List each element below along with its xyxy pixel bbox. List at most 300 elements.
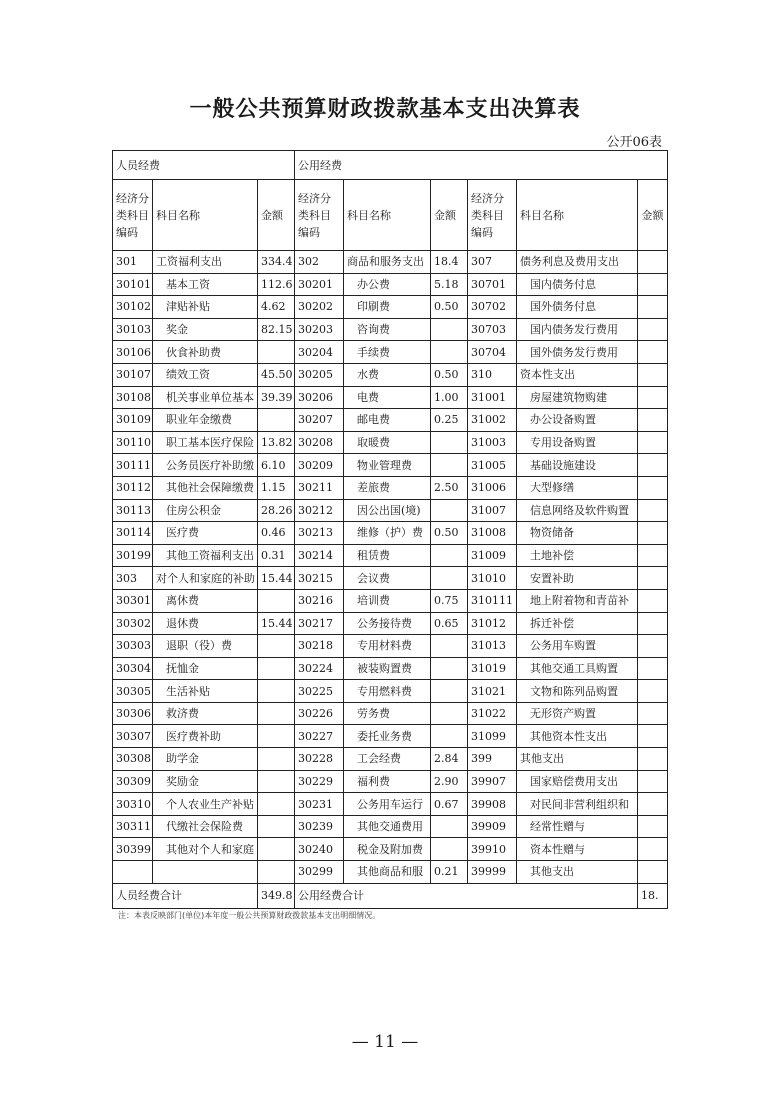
- personnel-amount-cell: [258, 680, 295, 703]
- table-row: [113, 861, 668, 884]
- personnel-amount-cell: 45.50: [258, 363, 295, 386]
- public2-code-cell: 31010: [468, 567, 517, 590]
- personnel-amount-cell: 6.10: [258, 454, 295, 477]
- table-row: [113, 657, 668, 680]
- public-name-cell: 咨询费: [344, 318, 431, 341]
- public-code-cell: 30211: [295, 476, 344, 499]
- personnel-amount-cell: [258, 725, 295, 748]
- public2-name-cell: 土地补偿: [517, 544, 638, 567]
- public-name-cell: 租赁费: [344, 544, 431, 567]
- totals-row: [113, 883, 668, 908]
- public2-code-cell: 31002: [468, 409, 517, 432]
- public2-amount-cell: [638, 838, 668, 861]
- public2-code-cell: 31021: [468, 680, 517, 703]
- public-code-cell: 30213: [295, 522, 344, 545]
- personnel-code-cell: 30106: [113, 341, 153, 364]
- column-header-row: [113, 180, 668, 251]
- public2-amount-cell: [638, 409, 668, 432]
- table-row: [113, 680, 668, 703]
- public-total-value: 18.: [638, 883, 668, 908]
- personnel-code-cell: 30111: [113, 454, 153, 477]
- public-amount-cell: [431, 341, 468, 364]
- public-code-cell: 30212: [295, 499, 344, 522]
- personnel-name-cell: 离休费: [153, 589, 258, 612]
- public-code-cell: 30201: [295, 273, 344, 296]
- personnel-name-cell: 对个人和家庭的补助: [153, 567, 258, 590]
- table-row: [113, 702, 668, 725]
- public2-name-cell: 其他支出: [517, 861, 638, 884]
- public2-amount-cell: [638, 702, 668, 725]
- personnel-name-cell: 绩效工资: [153, 363, 258, 386]
- public-code-cell: 30214: [295, 544, 344, 567]
- public2-amount-cell: [638, 815, 668, 838]
- table-number: 公开06表: [606, 135, 662, 150]
- personnel-amount-cell: [258, 793, 295, 816]
- public-code-cell: 302: [295, 251, 344, 274]
- personnel-amount-cell: [258, 657, 295, 680]
- public-amount-cell: 2.90: [431, 770, 468, 793]
- personnel-amount-cell: [258, 770, 295, 793]
- public2-name-cell: 专用设备购置: [517, 431, 638, 454]
- public2-code-cell: 31001: [468, 386, 517, 409]
- personnel-code-cell: 30107: [113, 363, 153, 386]
- table-row: [113, 499, 668, 522]
- public2-amount-cell: [638, 770, 668, 793]
- public2-amount-cell: [638, 589, 668, 612]
- public-amount-cell: 18.4: [431, 251, 468, 274]
- public-name-cell: 取暖费: [344, 431, 431, 454]
- public-name-cell: 劳务费: [344, 702, 431, 725]
- public2-amount-cell: [638, 431, 668, 454]
- personnel-name-cell: 工资福利支出: [153, 251, 258, 274]
- section-personnel: 人员经费: [113, 151, 295, 180]
- section-header-row: [113, 151, 668, 180]
- public-code-cell: 30240: [295, 838, 344, 861]
- public2-name-cell: 其他支出: [517, 748, 638, 771]
- public-code-cell: 30226: [295, 702, 344, 725]
- personnel-code-cell: 30399: [113, 838, 153, 861]
- personnel-name-cell: 津贴补贴: [153, 296, 258, 319]
- public-amount-cell: 0.65: [431, 612, 468, 635]
- personnel-code-cell: 30199: [113, 544, 153, 567]
- table-row: [113, 748, 668, 771]
- personnel-name-cell: 抚恤金: [153, 657, 258, 680]
- expenditure-table: [112, 150, 668, 909]
- personnel-code-cell: 30113: [113, 499, 153, 522]
- public2-name-cell: 房屋建筑物购建: [517, 386, 638, 409]
- personnel-name-cell: 住房公积金: [153, 499, 258, 522]
- personnel-amount-cell: 15.44: [258, 612, 295, 635]
- header-h-name: 科目名称: [517, 180, 638, 251]
- public-code-cell: 30231: [295, 793, 344, 816]
- public2-code-cell: 31007: [468, 499, 517, 522]
- public2-name-cell: 安置补助: [517, 567, 638, 590]
- table-row: [113, 838, 668, 861]
- table-row: [113, 522, 668, 545]
- table-row: [113, 318, 668, 341]
- public2-name-cell: 无形资产购置: [517, 702, 638, 725]
- personnel-code-cell: 30309: [113, 770, 153, 793]
- public2-code-cell: 31009: [468, 544, 517, 567]
- public-amount-cell: 0.50: [431, 522, 468, 545]
- table-row: [113, 363, 668, 386]
- personnel-code-cell: 30101: [113, 273, 153, 296]
- public2-name-cell: 文物和陈列品购置: [517, 680, 638, 703]
- table-row: [113, 589, 668, 612]
- table-row: [113, 544, 668, 567]
- public-amount-cell: [431, 544, 468, 567]
- public2-name-cell: 债务利息及费用支出: [517, 251, 638, 274]
- public2-name-cell: 国内债务发行费用: [517, 318, 638, 341]
- table-row: [113, 386, 668, 409]
- public-code-cell: 30202: [295, 296, 344, 319]
- public2-code-cell: 399: [468, 748, 517, 771]
- public2-name-cell: 资本性支出: [517, 363, 638, 386]
- personnel-code-cell: 30301: [113, 589, 153, 612]
- personnel-code-cell: 30110: [113, 431, 153, 454]
- personnel-amount-cell: 39.39: [258, 386, 295, 409]
- public2-name-cell: 公务用车购置: [517, 635, 638, 658]
- public-name-cell: 差旅费: [344, 476, 431, 499]
- personnel-amount-cell: [258, 748, 295, 771]
- public-name-cell: 公务用车运行: [344, 793, 431, 816]
- public-code-cell: 30207: [295, 409, 344, 432]
- personnel-name-cell: 其他社会保障缴费: [153, 476, 258, 499]
- public2-code-cell: 31012: [468, 612, 517, 635]
- public2-code-cell: 307: [468, 251, 517, 274]
- public-name-cell: 培训费: [344, 589, 431, 612]
- public-code-cell: 30215: [295, 567, 344, 590]
- public2-amount-cell: [638, 454, 668, 477]
- table-row: [113, 296, 668, 319]
- public-name-cell: 专用燃料费: [344, 680, 431, 703]
- public2-code-cell: 31003: [468, 431, 517, 454]
- public-amount-cell: 0.50: [431, 363, 468, 386]
- public2-name-cell: 地上附着物和青苗补: [517, 589, 638, 612]
- header-h-amount: 金额: [638, 180, 668, 251]
- public-code-cell: 30209: [295, 454, 344, 477]
- public2-amount-cell: [638, 296, 668, 319]
- public2-code-cell: 31005: [468, 454, 517, 477]
- public-name-cell: 办公费: [344, 273, 431, 296]
- public2-code-cell: 31008: [468, 522, 517, 545]
- personnel-code-cell: 30306: [113, 702, 153, 725]
- public2-amount-cell: [638, 363, 668, 386]
- personnel-amount-cell: 4.62: [258, 296, 295, 319]
- public-code-cell: 30205: [295, 363, 344, 386]
- personnel-code-cell: 30311: [113, 815, 153, 838]
- public2-amount-cell: [638, 680, 668, 703]
- personnel-amount-cell: [258, 409, 295, 432]
- personnel-amount-cell: [258, 635, 295, 658]
- public2-code-cell: 39908: [468, 793, 517, 816]
- public-code-cell: 30239: [295, 815, 344, 838]
- public-name-cell: 印刷费: [344, 296, 431, 319]
- public-amount-cell: [431, 499, 468, 522]
- public-code-cell: 30217: [295, 612, 344, 635]
- personnel-amount-cell: [258, 589, 295, 612]
- personnel-name-cell: 救济费: [153, 702, 258, 725]
- public2-code-cell: 31022: [468, 702, 517, 725]
- public2-name-cell: 资本性赠与: [517, 838, 638, 861]
- personnel-code-cell: 30303: [113, 635, 153, 658]
- public-amount-cell: [431, 454, 468, 477]
- table-row: [113, 725, 668, 748]
- public2-name-cell: 国家赔偿费用支出: [517, 770, 638, 793]
- personnel-amount-cell: 15.44: [258, 567, 295, 590]
- personnel-name-cell: 奖金: [153, 318, 258, 341]
- public-name-cell: 税金及附加费: [344, 838, 431, 861]
- public2-name-cell: 国外债务发行费用: [517, 341, 638, 364]
- header-p-amount: 金额: [258, 180, 295, 251]
- personnel-code-cell: 30108: [113, 386, 153, 409]
- public-name-cell: 水费: [344, 363, 431, 386]
- public-amount-cell: [431, 635, 468, 658]
- public2-code-cell: 31013: [468, 635, 517, 658]
- public-amount-cell: 5.18: [431, 273, 468, 296]
- public2-amount-cell: [638, 635, 668, 658]
- public-name-cell: 被装购置费: [344, 657, 431, 680]
- personnel-name-cell: 其他工资福利支出: [153, 544, 258, 567]
- public2-code-cell: 31099: [468, 725, 517, 748]
- personnel-name-cell: 伙食补助费: [153, 341, 258, 364]
- personnel-name-cell: 公务员医疗补助缴: [153, 454, 258, 477]
- public-amount-cell: [431, 318, 468, 341]
- personnel-name-cell: 生活补贴: [153, 680, 258, 703]
- public2-amount-cell: [638, 725, 668, 748]
- table-row: [113, 476, 668, 499]
- public-name-cell: 其他交通费用: [344, 815, 431, 838]
- public2-name-cell: 物资储备: [517, 522, 638, 545]
- public2-code-cell: 30704: [468, 341, 517, 364]
- personnel-amount-cell: 13.82: [258, 431, 295, 454]
- public-code-cell: 30225: [295, 680, 344, 703]
- personnel-code-cell: 30310: [113, 793, 153, 816]
- personnel-name-cell: 代缴社会保险费: [153, 815, 258, 838]
- public2-code-cell: 310: [468, 363, 517, 386]
- personnel-code-cell: 30302: [113, 612, 153, 635]
- public-code-cell: 30299: [295, 861, 344, 884]
- public2-code-cell: 30701: [468, 273, 517, 296]
- personnel-code-cell: 303: [113, 567, 153, 590]
- public-amount-cell: [431, 680, 468, 703]
- header-p-name: 科目名称: [153, 180, 258, 251]
- public2-code-cell: 39909: [468, 815, 517, 838]
- public2-amount-cell: [638, 544, 668, 567]
- personnel-code-cell: 30308: [113, 748, 153, 771]
- personnel-name-cell: 医疗费补助: [153, 725, 258, 748]
- footnote: 注：本表反映部门(单位)本年度一般公共预算财政拨款基本支出明细情况。: [118, 911, 381, 920]
- personnel-code-cell: 30109: [113, 409, 153, 432]
- public-amount-cell: [431, 567, 468, 590]
- public2-amount-cell: [638, 386, 668, 409]
- personnel-amount-cell: 82.15: [258, 318, 295, 341]
- table-row: [113, 567, 668, 590]
- table-row: [113, 431, 668, 454]
- public-name-cell: 工会经费: [344, 748, 431, 771]
- public-name-cell: 因公出国(境): [344, 499, 431, 522]
- personnel-name-cell: 医疗费: [153, 522, 258, 545]
- public2-amount-cell: [638, 273, 668, 296]
- public2-code-cell: 31006: [468, 476, 517, 499]
- public2-amount-cell: [638, 499, 668, 522]
- public-amount-cell: [431, 815, 468, 838]
- personnel-code-cell: 30102: [113, 296, 153, 319]
- personnel-name-cell: 其他对个人和家庭: [153, 838, 258, 861]
- public2-name-cell: 基础设施建设: [517, 454, 638, 477]
- public-code-cell: 30224: [295, 657, 344, 680]
- personnel-amount-cell: 334.4: [258, 251, 295, 274]
- public-name-cell: 商品和服务支出: [344, 251, 431, 274]
- personnel-amount-cell: 28.26: [258, 499, 295, 522]
- public-name-cell: 邮电费: [344, 409, 431, 432]
- public-code-cell: 30208: [295, 431, 344, 454]
- public2-code-cell: 30703: [468, 318, 517, 341]
- public2-amount-cell: [638, 567, 668, 590]
- public2-code-cell: 310111: [468, 589, 517, 612]
- public-name-cell: 其他商品和服: [344, 861, 431, 884]
- public2-amount-cell: [638, 657, 668, 680]
- table-row: [113, 770, 668, 793]
- table-row: [113, 635, 668, 658]
- personnel-code-cell: 30304: [113, 657, 153, 680]
- table-row: [113, 793, 668, 816]
- table-row: [113, 409, 668, 432]
- personnel-amount-cell: [258, 838, 295, 861]
- personnel-amount-cell: [258, 861, 295, 884]
- public2-code-cell: 39910: [468, 838, 517, 861]
- public-code-cell: 30218: [295, 635, 344, 658]
- header-g-name: 科目名称: [344, 180, 431, 251]
- public2-name-cell: 对民间非营利组织和: [517, 793, 638, 816]
- personnel-total-value: 349.8: [258, 883, 295, 908]
- header-p-code: 经济分类科目编码: [113, 180, 153, 251]
- public-code-cell: 30228: [295, 748, 344, 771]
- public2-amount-cell: [638, 748, 668, 771]
- personnel-name-cell: [153, 861, 258, 884]
- section-public: 公用经费: [295, 151, 668, 180]
- public2-amount-cell: [638, 522, 668, 545]
- public2-amount-cell: [638, 476, 668, 499]
- header-g-amount: 金额: [431, 180, 468, 251]
- personnel-name-cell: 职工基本医疗保险: [153, 431, 258, 454]
- public-code-cell: 30229: [295, 770, 344, 793]
- personnel-name-cell: 助学金: [153, 748, 258, 771]
- table-row: [113, 273, 668, 296]
- public-amount-cell: 0.21: [431, 861, 468, 884]
- public2-amount-cell: [638, 251, 668, 274]
- personnel-code-cell: 30103: [113, 318, 153, 341]
- table-row: [113, 815, 668, 838]
- personnel-amount-cell: [258, 341, 295, 364]
- personnel-amount-cell: 0.46: [258, 522, 295, 545]
- public-name-cell: 手续费: [344, 341, 431, 364]
- public-name-cell: 物业管理费: [344, 454, 431, 477]
- public-amount-cell: 0.25: [431, 409, 468, 432]
- table-row: [113, 251, 668, 274]
- personnel-name-cell: 退休费: [153, 612, 258, 635]
- table-row: [113, 612, 668, 635]
- personnel-name-cell: 基本工资: [153, 273, 258, 296]
- public-amount-cell: 1.00: [431, 386, 468, 409]
- header-g-code: 经济分类科目编码: [295, 180, 344, 251]
- personnel-code-cell: 30305: [113, 680, 153, 703]
- public2-code-cell: 39907: [468, 770, 517, 793]
- public2-name-cell: 信息网络及软件购置: [517, 499, 638, 522]
- personnel-name-cell: 个人农业生产补贴: [153, 793, 258, 816]
- public-name-cell: 委托业务费: [344, 725, 431, 748]
- public2-name-cell: 拆迁补偿: [517, 612, 638, 635]
- public-amount-cell: [431, 838, 468, 861]
- personnel-code-cell: 30307: [113, 725, 153, 748]
- public2-name-cell: 国内债务付息: [517, 273, 638, 296]
- public2-name-cell: 大型修缮: [517, 476, 638, 499]
- public-amount-cell: [431, 431, 468, 454]
- page-number: — 11 —: [351, 1032, 419, 1052]
- personnel-code-cell: 30114: [113, 522, 153, 545]
- personnel-code-cell: 30112: [113, 476, 153, 499]
- public2-code-cell: 39999: [468, 861, 517, 884]
- public-amount-cell: [431, 702, 468, 725]
- public-amount-cell: [431, 657, 468, 680]
- public2-name-cell: 其他交通工具购置: [517, 657, 638, 680]
- personnel-name-cell: 退职（役）费: [153, 635, 258, 658]
- public2-code-cell: 31019: [468, 657, 517, 680]
- public2-amount-cell: [638, 861, 668, 884]
- public-code-cell: 30204: [295, 341, 344, 364]
- public-name-cell: 维修（护）费: [344, 522, 431, 545]
- public-name-cell: 福利费: [344, 770, 431, 793]
- public-amount-cell: 2.50: [431, 476, 468, 499]
- public2-amount-cell: [638, 318, 668, 341]
- personnel-name-cell: 机关事业单位基本: [153, 386, 258, 409]
- public-amount-cell: 0.67: [431, 793, 468, 816]
- personnel-amount-cell: [258, 702, 295, 725]
- public-name-cell: 会议费: [344, 567, 431, 590]
- public-amount-cell: [431, 725, 468, 748]
- public2-name-cell: 经常性赠与: [517, 815, 638, 838]
- public2-name-cell: 其他资本性支出: [517, 725, 638, 748]
- personnel-amount-cell: 112.6: [258, 273, 295, 296]
- table-row: [113, 454, 668, 477]
- page-title: 一般公共预算财政拨款基本支出决算表: [189, 97, 581, 122]
- public2-name-cell: 国外债务付息: [517, 296, 638, 319]
- public2-amount-cell: [638, 612, 668, 635]
- public2-name-cell: 办公设备购置: [517, 409, 638, 432]
- header-h-code: 经济分类科目编码: [468, 180, 517, 251]
- public-amount-cell: 0.50: [431, 296, 468, 319]
- public-code-cell: 30227: [295, 725, 344, 748]
- public2-amount-cell: [638, 793, 668, 816]
- personnel-amount-cell: 0.31: [258, 544, 295, 567]
- personnel-name-cell: 奖励金: [153, 770, 258, 793]
- personnel-amount-cell: 1.15: [258, 476, 295, 499]
- public2-amount-cell: [638, 341, 668, 364]
- public-amount-cell: 0.75: [431, 589, 468, 612]
- public2-code-cell: 30702: [468, 296, 517, 319]
- public-name-cell: 专用材料费: [344, 635, 431, 658]
- personnel-name-cell: 职业年金缴费: [153, 409, 258, 432]
- public-code-cell: 30206: [295, 386, 344, 409]
- table-row: [113, 341, 668, 364]
- public-total-label: 公用经费合计: [295, 883, 638, 908]
- public-name-cell: 公务接待费: [344, 612, 431, 635]
- public-code-cell: 30203: [295, 318, 344, 341]
- public-amount-cell: 2.84: [431, 748, 468, 771]
- public-code-cell: 30216: [295, 589, 344, 612]
- personnel-code-cell: [113, 861, 153, 884]
- public-name-cell: 电费: [344, 386, 431, 409]
